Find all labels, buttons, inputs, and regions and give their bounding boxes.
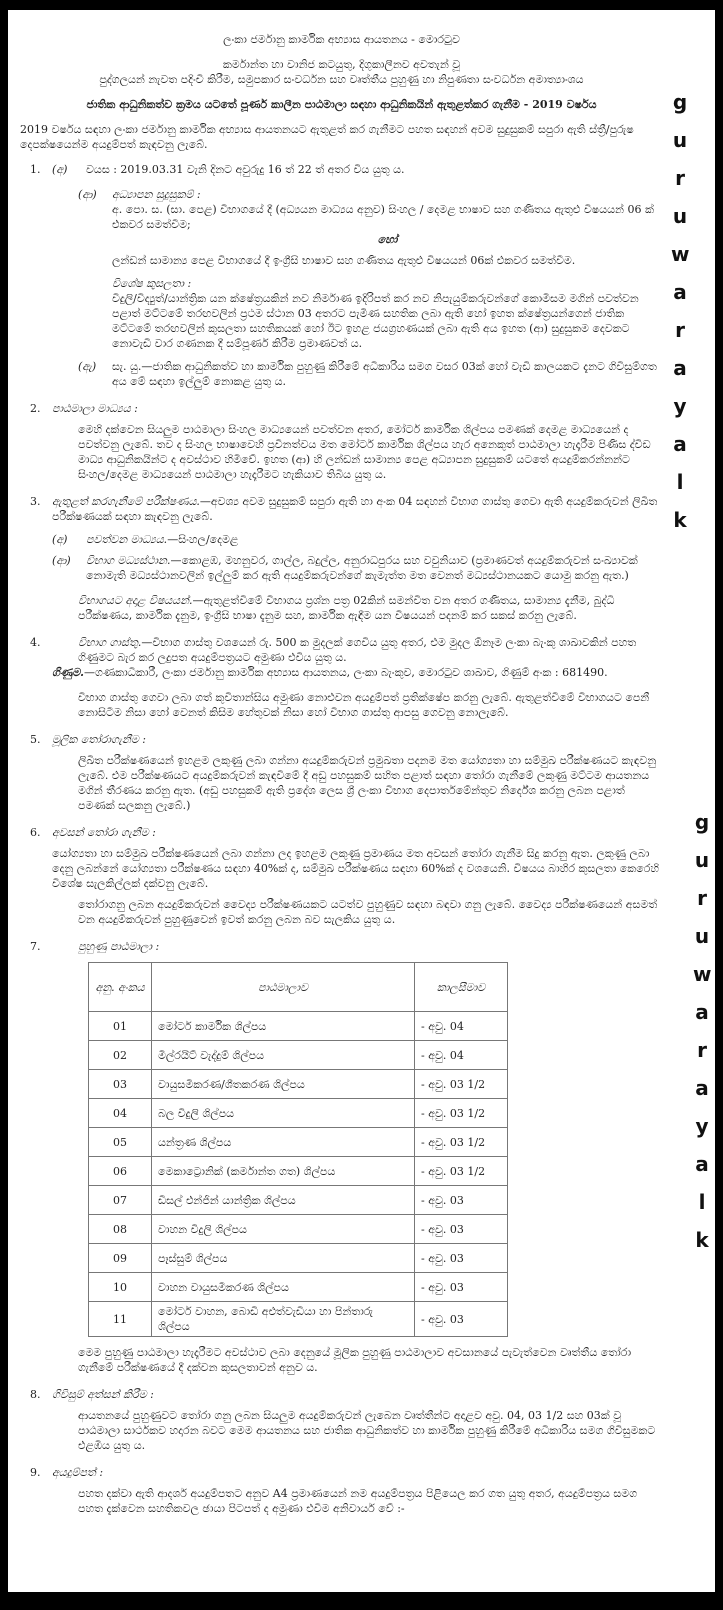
- table-row: [89, 1186, 508, 1215]
- intro-paragraph: 2019 වර්ෂය සඳහා ලංකා ජර්මානු කාර්මික අභ්‍යාස ආයතනයට ඇතුළත් කර ගැනීමට පහත සඳහන් අවම සුදුසුකම් සපුරා ඇති ස්ත්‍රී/පුරුෂ දෙපක්ෂයෙන්ම අයදුම්පත් කැඳවනු ලැබේ.: [20, 123, 634, 151]
- section-courses: [30, 939, 663, 1375]
- section-number: 3.: [30, 495, 41, 508]
- section-text: යෝග්‍යතා හා සම්මුඛ පරීක්ෂණයෙන් ලබා ගන්නා ලද ඉහළම ලකුණු ප්‍රමාණය මත අවසන් තෝරා ගැනීම සිදු කරනු ඇත. ලකුණු ලබා දෙනු ලබන්නේ යෝග්‍යතා පරීක්ෂණය සඳහා 40%ක් ද, සම්මුඛ පරීක්ෂණය සඳහා 60%ක් ද වශයෙනි. විෂයය බාහිර කුසලතා කෙරෙහි විශේෂ සැලකිල්ලක් දක්වනු ලැබේ.: [52, 847, 659, 890]
- section-entrance-exam: [30, 494, 663, 623]
- watermark-letter: r: [675, 166, 685, 190]
- watermark-letter: l: [698, 1190, 706, 1214]
- age-requirement: වයස : 2019.03.31 වැනි දිනට අවුරුදු 16 ත් 22 ත් අතර විය යුතු ය.: [86, 163, 405, 176]
- medium-text: —සිංහල/දෙමළ: [167, 533, 239, 546]
- watermark-letter: k: [673, 508, 687, 532]
- item-label: (අ): [52, 533, 68, 546]
- item-label: (ආ): [78, 188, 97, 201]
- watermark-letter: r: [697, 1038, 707, 1062]
- item-label: (අ): [52, 163, 68, 176]
- watermark-letter: a: [673, 432, 687, 456]
- watermark-letter: a: [695, 1152, 709, 1176]
- course-duration: - අවු. 03 1/2: [415, 1070, 508, 1099]
- notice-title: ජාතික ආධුනිකත්ව ක්‍රමය යටතේ පූර්ණ කාලීන පාඨමාලා සඳහා ආධුනිකයින් ඇතුළත්කර ගැනීම - 2019 වර්ෂය: [86, 98, 597, 111]
- course-duration: - අවු. 03: [415, 1215, 508, 1244]
- column-header-course: පාඨමාලාව: [152, 963, 415, 1012]
- watermark-letter: y: [673, 394, 687, 418]
- education-text-2: ලන්ඩන් සාමාන්‍ය පෙළ විභාගයේ දී ඉංග්‍රීසි භාෂාව සහ ගණිතය ඇතුළු විෂයයන් 06ක් එකවර සමත්වීම.: [112, 254, 576, 267]
- table-row: [89, 1070, 508, 1099]
- watermark-letter: k: [695, 1228, 709, 1252]
- course-name: මිල්රයිට් වැද්දුම් ශිල්පය: [152, 1041, 415, 1070]
- course-name: වායුසමීකරණ/ශීතකරණ ශිල්පය: [152, 1070, 415, 1099]
- education-title: අධ්‍යාපන සුදුසුකම් :: [112, 188, 201, 201]
- course-number: 07: [89, 1186, 152, 1215]
- watermark-column: [671, 90, 689, 532]
- section-text: පහත දක්වා ඇති ආදර්ශ අයදුම්පතට අනුව A4 ප්‍රමාණයෙන් නම අයදුම්පත්‍රය පිළියෙල කර ගත යුතු අතර, අයදුම්පත්‍රය සමග පහත දැක්වෙන සහතිකවල ඡායා පිටපත් ද අමුණා එවීම අනිවාර්ය වේ :-: [78, 1487, 638, 1515]
- table-row: [89, 1099, 508, 1128]
- or-label: හෝ: [377, 233, 398, 246]
- course-number: 08: [89, 1215, 152, 1244]
- course-number: 01: [89, 1012, 152, 1041]
- table-row: [89, 1012, 508, 1041]
- course-number: 03: [89, 1070, 152, 1099]
- course-duration: - අවු. 04: [415, 1012, 508, 1041]
- section-number: 5.: [30, 733, 41, 746]
- ministry-line-2: පුද්ගලයන් නැවත පදිංචි කිරීම, සමුපකාර සංවර්ධන සහ වෘත්තීය පුහුණු හා නිපුණතා සංවර්ධන අමාත්‍යාංශය: [99, 73, 584, 86]
- course-number: 05: [89, 1128, 152, 1157]
- ministry-line-1: කර්මාන්ත හා වානිජ කටයුතු, දිගුකාලීනව අවතැන් වූ: [222, 58, 461, 71]
- watermark-letter: u: [694, 848, 710, 872]
- watermark-letter: u: [694, 924, 710, 948]
- column-header-duration: කාලසීමාව: [415, 963, 508, 1012]
- course-number: 09: [89, 1244, 152, 1273]
- watermark-letter: y: [695, 1114, 709, 1138]
- watermark-letter: w: [693, 962, 712, 986]
- section-number: 4.: [30, 636, 41, 649]
- gazette-page: [8, 10, 715, 1592]
- section-text: ආයතනයේ පුහුණුවට තෝරා ගනු ලබන සියලුම අයදුම්කරුවන් ලැබෙන වෘත්තීන්ට අදාළව අවු. 04, 03 1/2 සහ 03ක් වූ පාඨමාලා සාර්ථකව හදාරන බවට මෙම ආයතනය සහ ජාතික ආධුනිකත්ව හා කාර්මික පුහුණු කිරීමේ අධිකාරිය සමග ගිවිසුමකට එළඹිය යුතු ය.: [78, 1409, 656, 1452]
- section-number: 8.: [30, 1388, 41, 1401]
- course-duration: - අවු. 03 1/2: [415, 1157, 508, 1186]
- course-number: 04: [89, 1099, 152, 1128]
- course-name: පෑස්සුම් ශිල්පය: [152, 1244, 415, 1273]
- centres-title: විභාග මධ්‍යස්ථාන.: [86, 554, 171, 567]
- course-name: වාහන වායුසමීකරණ ශිල්පය: [152, 1273, 415, 1302]
- section-title: පුහුණු පාඨමාලා :: [78, 940, 160, 953]
- course-name: බල විදුලි ශිල්පය: [152, 1099, 415, 1128]
- subjects-title: විභාගයට අදාළ විෂයයන්.: [78, 594, 193, 607]
- section-number: 2.: [30, 402, 41, 415]
- course-name: ඩීසල් එන්ජින් යාන්ත්‍රික ශිල්පය: [152, 1186, 415, 1215]
- courses-table: [88, 962, 508, 1337]
- course-number: 02: [89, 1041, 152, 1070]
- watermark-letter: w: [671, 242, 690, 266]
- account-title: ගිණුම.: [52, 666, 84, 679]
- item-label: (ආ): [52, 554, 71, 567]
- watermark-letter: u: [672, 128, 688, 152]
- course-name: වාහන විදුලි ශිල්පය: [152, 1215, 415, 1244]
- table-row: [89, 1302, 508, 1337]
- watermark-letter: u: [672, 204, 688, 228]
- watermark-letter: g: [694, 810, 710, 834]
- course-duration: - අවු. 03: [415, 1186, 508, 1215]
- table-row: [89, 1244, 508, 1273]
- section-exam-fee: [30, 635, 663, 720]
- special-skills-title: විශේෂ කුසලතා :: [112, 277, 192, 290]
- course-duration: - අවු. 03: [415, 1244, 508, 1273]
- section-final-selection: [30, 825, 663, 927]
- course-duration: - අවු. 04: [415, 1041, 508, 1070]
- section-preliminary-selection: [30, 732, 663, 813]
- fee-note: විභාග ගාස්තු ගෙවා ලබා ගත් කුවිතාන්සිය අමුණා නොඑවන අයදුම්පත් ප්‍රතික්ෂේප කරනු ලැබේ. ඇතුළත්වීමේ විභාගයට පෙනී නොසිටීම නිසා හෝ වෙනත් කිසිම හේතුවක් නිසා හෝ විභාග ගාස්තු ආපසු ගෙවනු නොලැබේ.: [78, 691, 650, 719]
- table-row: [89, 1041, 508, 1070]
- section-number: 7.: [30, 940, 41, 953]
- section-title: පාඨමාලා මාධ්‍යය :: [52, 402, 138, 415]
- medical-note: තෝරාගනු ලබන අයදුම්කරුවන් වෛද්‍ය පරීක්ෂණයකට යටත්ව පුහුණුව සඳහා බඳවා ගනු ලැබේ. වෛද්‍ය පරීක්ෂණයෙන් අසමත් වන අයදුම්කරුවන් පුහුණුවෙන් ඉවත් කරනු ලබන බව සැලකිය යුතු ය.: [78, 898, 658, 926]
- education-text-1: අ. පො. ස. (සා. පෙළ) විභාගයේ දී (අධ්‍යයන මාධ්‍යය අනුව) සිංහල / දෙමළ භාෂාව සහ ගණිතය ඇතුළු විෂයයන් 06 ක් එකවර සමත්වීම;: [112, 203, 654, 231]
- course-number: 11: [89, 1302, 152, 1337]
- watermark-letter: g: [672, 90, 688, 114]
- section-title: අයදුම්පත් :: [52, 1466, 104, 1479]
- course-name: මෝටර් කාර්මික ශිල්පය: [152, 1012, 415, 1041]
- note-text: සැ. යු.—ජාතික ආධුනිකත්ව හා කාර්මික පුහුණු කිරීමේ අධිකාරිය සමග වසර 03ක් හෝ වැඩි කාලයකට දැනට ගිවිසුම්ගත අය මේ සඳහා ඉල්ලුම් නොකළ යුතු ය.: [112, 360, 657, 388]
- watermark-letter: r: [675, 318, 685, 342]
- table-row: [89, 1128, 508, 1157]
- table-row: [89, 1215, 508, 1244]
- section-text: —අවශ්‍ය අවම සුදුසුකම් සපුරා ඇති හා අංක 04 සඳහන් විභාග ගාස්තු ගෙවා ඇති අයදුම්කරුවන් ලිඛිත පරීක්ෂණයක් සඳහා කැඳවනු ලැබේ.: [52, 495, 658, 523]
- column-header-number: අනු. අංකය: [89, 963, 152, 1012]
- watermark-letter: l: [676, 470, 684, 494]
- account-text: —ගණකාධිකාරී, ලංකා ජර්මානු කාර්මික අභ්‍යාස ආයතනය, ලංකා බැංකුව, මොරටුව ශාඛාව, ගිණුම් අංක : 681490.: [83, 666, 608, 679]
- special-skills-text: විදුලි/විද්‍යුත්/යාන්ත්‍රික යන ක්ෂේත්‍රයකින් නව නිර්මාණ ඉදිරිපත් කර නව නිපැයුම්කරුවන්ගේ කොමිසම මගින් පවත්වන පළාත් මට්ටමේ තරඟවලින් ප්‍රථම ස්ථාන 03 අතරට පැමිණ සහතික ලබා ඇති හෝ ඉහත ක්ෂේත්‍රයන්ගෙන් ජාතික මට්ටමේ තරඟවලින් කුසලතා සහතිකයක් හෝ ඊට ඉහළ ජයග්‍රහණයක් ලබා ඇති අය ඉහත (ආ) සුදුසුකම දෙවකට නොවැඩි වාර ගණනක දී සම්පූර්ණ කිරීම ප්‍රමාණවත් ය.: [112, 292, 639, 350]
- watermark-letter: r: [697, 886, 707, 910]
- watermark-letter: a: [695, 1076, 709, 1100]
- item-label: (ඇ): [78, 360, 97, 373]
- watermark-letter: a: [673, 356, 687, 380]
- medium-title: පවත්වන මාධ්‍යය.: [86, 533, 168, 546]
- course-name: මෙකාට්‍රොනික් (කර්මාන්ත ගත) ශිල්පය: [152, 1157, 415, 1186]
- course-duration: - අවු. 03 1/2: [415, 1128, 508, 1157]
- table-row: [89, 1273, 508, 1302]
- watermark-letter: a: [673, 280, 687, 304]
- section-text: ලිඛිත පරීක්ෂණයෙන් ඉහළම ලකුණු ලබා ගන්නා අයදුම්කරුවන් ප්‍රමුඛතා පදනම මත යෝග්‍යතා හා සම්මුඛ පරීක්ෂණයට කැඳවනු ලැබේ. එම පරීක්ෂණයට අයදුම්කරුවන් කැඳවීමේ දී අඩු පහසුකම් සහිත පළාත් සඳහා තෝරා ගැනීමේ ලකුණු මට්ටම ආයතනය මගින් තීරණය කරනු ඇත. (අඩු පහසුකම් ඇති ප්‍රදේශ ලෙස ශ්‍රී ලංකා විභාග දෙපාර්තමේන්තුව නිර්දේශ කරනු ලබන පළාත් පමණක් සලකනු ලැබේ.): [78, 754, 657, 812]
- section-number: 1.: [30, 163, 41, 176]
- course-name: මෝටර් වාහන, බොඩි අළුත්වැඩියා හා පින්තාරු ශිල්පය: [152, 1302, 415, 1337]
- course-number: 10: [89, 1273, 152, 1302]
- section-text: මෙහි දක්වෙන සියලුම පාඨමාලා සිංහල මාධ්‍යයෙන් පවත්වන අතර, මෝටර් කාර්මික ශිල්පය පමණක් දෙමළ මාධ්‍යයෙන් ද පවත්වනු ලැබේ. තව ද සිංහල භාෂාවෙහි ප්‍රවීනත්වය මත මෝටර් කාර්මික ශිල්පය හැර අනෙකුත් පාඨමාලා හැදෑරීම පිණිස ද්විඩ මාධ්‍ය ආධුනිකයින්ට ද අවස්ථාව හිමිවේ. ඉහත (ආ) හි ලන්ඩන් සාමාන්‍ය පෙළ අධ්‍යාපන සුදුසුකම් යටතේ අයදුම්කරන්නන්ට සිංහල/දෙමළ මාධ්‍යයෙන් පාඨමාලා හැදෑරීමට හැකියාව තිබිය යුතු ය.: [78, 423, 651, 481]
- course-duration: - අවු. 03 1/2: [415, 1099, 508, 1128]
- section-eligibility: [30, 162, 663, 389]
- table-header-row: [89, 963, 508, 1012]
- course-name: යන්ත්‍රණ ශිල්පය: [152, 1128, 415, 1157]
- section-text: —විභාග ගාස්තු වශයෙන් රු. 500 ක මුදලක් ගෙවිය යුතු අතර, එම මුදල ඕනෑම ලංකා බැංකු ශාඛාවකින් පහත ගිණුමට බැර කර ලදුපත අයදුම්පත්‍රයට අමුණා එවිය යුතු ය.: [78, 636, 637, 664]
- course-duration: - අවු. 03: [415, 1273, 508, 1302]
- section-agreement: [30, 1387, 663, 1453]
- section-title: අවසන් තෝරා ගැනීම :: [52, 826, 156, 839]
- course-number: 06: [89, 1157, 152, 1186]
- section-title: මූලික තෝරාගැනීම :: [52, 733, 147, 746]
- courses-note-text: මෙම පුහුණු පාඨමාලා හැදෑරීමට අවස්ථාව ලබා දෙනුයේ මූලික පුහුණු පාඨමාලාව අවසානයේ පැවැත්වෙන වෘත්තීය තෝරා ගැනීමේ පරීක්ෂණයේ දී දක්වන කුසලතාවන් අනුව ය.: [78, 1346, 632, 1374]
- course-duration: - අවු. 03: [415, 1302, 508, 1337]
- section-medium: [30, 401, 663, 482]
- section-number: 9.: [30, 1466, 41, 1479]
- institute-name: ලංකා ජර්මානු කාර්මික අභ්‍යාස ආයතනය - මොරටුව: [223, 33, 460, 46]
- section-title: ගිවිසුම් අත්සන් කිරීම :: [52, 1388, 154, 1401]
- section-number: 6.: [30, 826, 41, 839]
- centres-text: —කොළඹ, මහනුවර, ගාල්ල, බදුල්ල, අනුරාධපුරය සහ වවුනියාව (ප්‍රමාණවත් අයදුම්කරුවන් සංඛ්‍යාවක් නොමැති මධ්‍යස්ථානවලින් ඉල්ලුම් කර ඇති අයදුම්කරුවන්ගේ කැමැත්ත මත වෙනත් මධ්‍යස්ථානයකට යොමු කරනු ඇත.): [86, 554, 638, 582]
- subjects-text: —ඇතුළත්වීමේ විභාගය ප්‍රශ්න පත්‍ර 02කින් සමන්විත වන අතර ගණිතය, සාමාන්‍ය දැනීම, බුද්ධි පරීක්ෂණය, කාර්මික දැනුම, ඉංග්‍රීසි භාෂා දැනුම සහ, කාර්මික ඇඳීම යන විෂයයන් පදනම් කර සකස් කරනු ලැබේ.: [78, 594, 615, 622]
- watermark-letter: a: [695, 1000, 709, 1024]
- section-title: ඇතුළත් කරගැනීමේ පරීක්ෂණය.: [52, 495, 200, 508]
- section-title: විභාග ගාස්තු.: [78, 636, 142, 649]
- watermark-column: [693, 810, 711, 1252]
- section-applications: [30, 1465, 663, 1516]
- table-row: [89, 1157, 508, 1186]
